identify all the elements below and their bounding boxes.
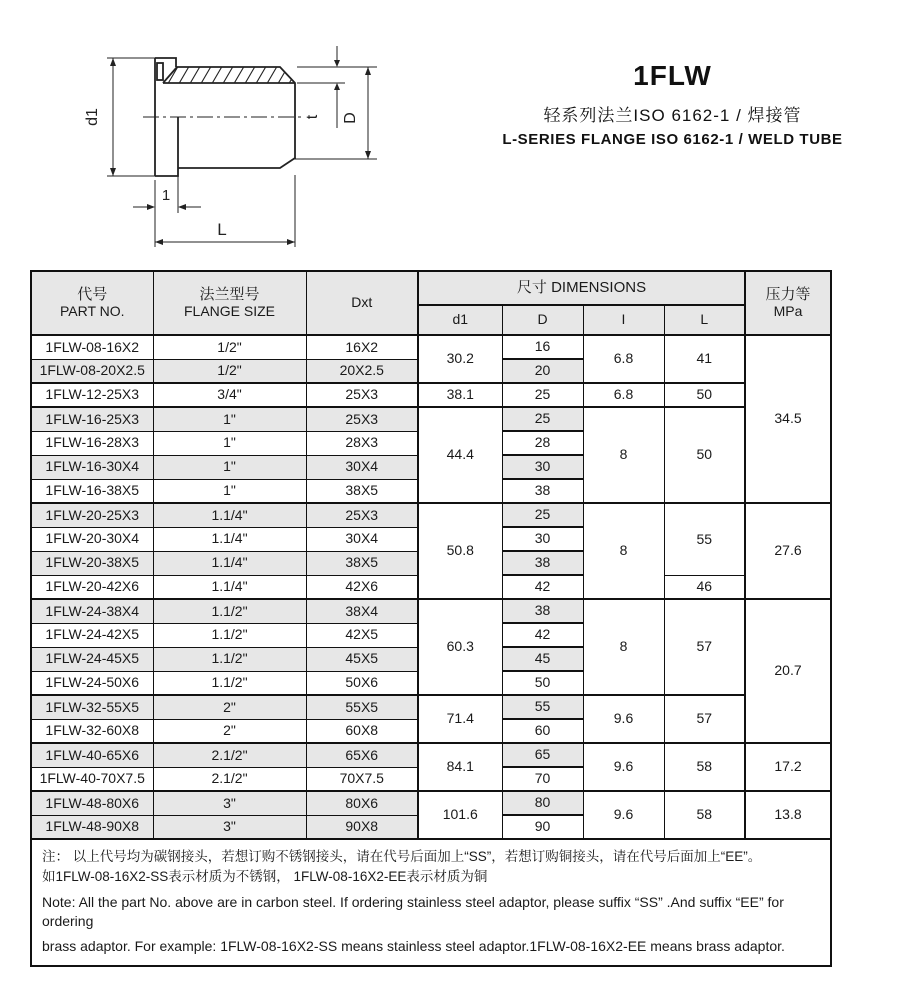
table-row [31,383,831,407]
header-part-en: PART NO. [59,302,125,319]
dim-I-cell: 9.6 [583,743,664,791]
dim-d1-cell: 101.6 [418,791,502,839]
dim-d1-cell: 44.4 [418,407,502,503]
part-no-cell: 1FLW-08-16X2 [31,335,153,359]
dim-L-cell: 41 [664,335,745,383]
flange-size-cell: 3" [153,791,306,815]
part-no-cell: 1FLW-32-55X5 [31,695,153,719]
header-part-no [31,271,153,335]
dxt-cell: 80X6 [306,791,418,815]
dim-D-cell: 25 [502,503,583,527]
header-pressure [745,271,831,335]
dxt-cell: 42X5 [306,623,418,647]
spec-table-body [31,335,831,839]
table-row [31,335,831,359]
table-row [31,599,831,623]
part-no-cell: 1FLW-16-25X3 [31,407,153,431]
dim-D-cell: 38 [502,599,583,623]
part-no-cell: 1FLW-08-20X2.5 [31,359,153,383]
dim-d1-cell: 30.2 [418,335,502,383]
dim-label-one: 1 [161,187,171,204]
dim-I-cell: 8 [583,599,664,695]
flange-size-cell: 1.1/4" [153,575,306,599]
flange-size-cell: 1.1/2" [153,647,306,671]
header-sub-L: L [664,305,745,335]
dim-D-cell: 45 [502,647,583,671]
dxt-cell: 70X7.5 [306,767,418,791]
flange-size-cell: 1.1/4" [153,503,306,527]
dim-D-cell: 42 [502,623,583,647]
oring-groove [157,63,163,80]
dim-I-cell: 8 [583,407,664,503]
part-no-cell: 1FLW-24-38X4 [31,599,153,623]
technical-drawing [55,25,395,265]
table-row [31,791,831,815]
dim-D-cell: 30 [502,455,583,479]
dxt-cell: 25X3 [306,503,418,527]
flange-size-cell: 3/4" [153,383,306,407]
dimension-D [293,67,377,159]
flange-size-cell: 1.1/2" [153,623,306,647]
header-sub-I: I [583,305,664,335]
dxt-cell: 38X5 [306,551,418,575]
dxt-cell: 50X6 [306,671,418,695]
flange-size-cell: 1.1/4" [153,527,306,551]
flange-size-cell: 1" [153,455,306,479]
header-dimensions [418,271,745,305]
note-english-2: brass adaptor. For example: 1FLW-08-16X2-SS means stainless steel adaptor.1FLW-08-16X2-EE means brass adaptor. [42,938,785,955]
dim-D-cell: 25 [502,407,583,431]
part-no-cell: 1FLW-32-60X8 [31,719,153,743]
dim-D-cell: 38 [502,479,583,503]
dim-d1-cell: 38.1 [418,383,502,407]
dim-L-cell: 58 [664,791,745,839]
dxt-cell: 38X4 [306,599,418,623]
pressure-cell: 17.2 [745,743,831,791]
dim-D-cell: 50 [502,671,583,695]
header-sub-D: D [502,305,583,335]
flange-size-cell: 2.1/2" [153,743,306,767]
pressure-cell: 27.6 [745,503,831,599]
dim-D-cell: 38 [502,551,583,575]
dimension-t [297,46,377,128]
dxt-cell: 16X2 [306,335,418,359]
notes-cell [31,839,831,966]
dimension-L [155,175,295,247]
dxt-cell: 28X3 [306,431,418,455]
flange-size-cell: 1.1/2" [153,599,306,623]
note-english-1: Note: All the part No. above are in carbon steel. If ordering stainless steel adaptor, please suffix “SS” .And suffix “EE” for ordering [42,893,784,930]
dim-D-cell: 42 [502,575,583,599]
flange-size-cell: 2" [153,719,306,743]
dim-D-cell: 55 [502,695,583,719]
dim-L-cell: 57 [664,599,745,695]
flange-size-cell: 1" [153,479,306,503]
dim-D-cell: 80 [502,791,583,815]
header-dxt-label: Dxt [351,294,373,311]
dim-I-cell: 8 [583,503,664,599]
dxt-cell: 90X8 [306,815,418,839]
header-part-cn: 代号 [77,286,108,304]
header-sub-d1: d1 [418,305,502,335]
part-no-cell: 1FLW-40-70X7.5 [31,767,153,791]
dxt-cell: 60X8 [306,719,418,743]
model-number: 1FLW [633,60,712,91]
table-row [31,743,831,767]
table-row [31,407,831,431]
flange-size-cell: 1.1/2" [153,671,306,695]
dim-label-t: t [304,114,321,120]
part-no-cell: 1FLW-12-25X3 [31,383,153,407]
part-no-cell: 1FLW-20-25X3 [31,503,153,527]
dim-D-cell: 20 [502,359,583,383]
dim-L-cell: 57 [664,695,745,743]
pressure-cell: 20.7 [745,599,831,743]
dim-label-D: D [342,112,359,124]
dim-label-L: L [217,220,227,239]
dim-L-cell: 50 [664,383,745,407]
subtitle-english: L-SERIES FLANGE ISO 6162-1 / WELD TUBE [502,131,843,148]
dxt-cell: 42X6 [306,575,418,599]
subtitle-chinese: 轻系列法兰ISO 6162-1 / 焊接管 [543,106,802,125]
header-pressure-cn: 压力等 [765,286,811,304]
dim-D-cell: 28 [502,431,583,455]
flange-size-cell: 3" [153,815,306,839]
header-pressure-en: MPa [773,302,803,319]
part-no-cell: 1FLW-24-42X5 [31,623,153,647]
title-block [460,60,885,148]
header-dims-label: 尺寸 DIMENSIONS [516,278,647,296]
table-row [31,503,831,527]
dim-d1-cell: 71.4 [418,695,502,743]
flange-size-cell: 1" [153,431,306,455]
dim-I-cell: 6.8 [583,335,664,383]
dim-I-cell: 9.6 [583,695,664,743]
pressure-cell: 34.5 [745,335,831,503]
dim-D-cell: 90 [502,815,583,839]
part-no-cell: 1FLW-16-38X5 [31,479,153,503]
part-no-cell: 1FLW-48-80X6 [31,791,153,815]
dxt-cell: 65X6 [306,743,418,767]
dxt-cell: 25X3 [306,407,418,431]
header-flange-en: FLANGE SIZE [183,302,276,319]
flange-size-cell: 1" [153,407,306,431]
dim-L-cell: 58 [664,743,745,791]
dxt-cell: 55X5 [306,695,418,719]
part-no-cell: 1FLW-48-90X8 [31,815,153,839]
notes-row [31,839,831,966]
dim-L-cell: 55 [664,503,745,575]
flange-size-cell: 2" [153,695,306,719]
flange-size-cell: 1.1/4" [153,551,306,575]
dxt-cell: 25X3 [306,383,418,407]
dim-d1-cell: 60.3 [418,599,502,695]
spec-table [30,270,832,967]
part-no-cell: 1FLW-20-30X4 [31,527,153,551]
dim-d1-cell: 50.8 [418,503,502,599]
flange-size-cell: 1/2" [153,359,306,383]
dim-d1-cell: 84.1 [418,743,502,791]
dim-D-cell: 16 [502,335,583,359]
dim-I-cell: 9.6 [583,791,664,839]
note-chinese-2: 如1FLW-08-16X2-SS表示材质为不锈钢， 1FLW-08-16X2-EE表示材质为铜 [42,869,488,885]
dim-I-cell: 6.8 [583,383,664,407]
dimension-one [133,176,201,247]
part-no-cell: 1FLW-20-42X6 [31,575,153,599]
dim-L-cell: 50 [664,407,745,503]
part-no-cell: 1FLW-16-30X4 [31,455,153,479]
part-no-cell: 1FLW-24-50X6 [31,671,153,695]
dxt-cell: 30X4 [306,527,418,551]
flange-size-cell: 2.1/2" [153,767,306,791]
header-dxt [306,271,418,335]
header-row-1 [31,271,831,305]
pressure-cell: 13.8 [745,791,831,839]
dim-D-cell: 30 [502,527,583,551]
part-no-cell: 1FLW-24-45X5 [31,647,153,671]
flange-size-cell: 1/2" [153,335,306,359]
dxt-cell: 20X2.5 [306,359,418,383]
dxt-cell: 45X5 [306,647,418,671]
dim-D-cell: 60 [502,719,583,743]
dxt-cell: 38X5 [306,479,418,503]
dim-label-d1: d1 [84,108,101,126]
part-no-cell: 1FLW-40-65X6 [31,743,153,767]
dim-D-cell: 25 [502,383,583,407]
dim-D-cell: 70 [502,767,583,791]
table-row [31,695,831,719]
header-flange-size [153,271,306,335]
dim-D-cell: 65 [502,743,583,767]
dim-L-cell: 46 [664,575,745,599]
header-flange-cn: 法兰型号 [199,286,260,304]
note-chinese-1: 注： 以上代号均为碳钢接头，若想订购不锈钢接头，请在代号后面加上“SS”，若想订购铜接头，请在代号后面加上“EE”。 [42,849,762,864]
part-no-cell: 1FLW-16-28X3 [31,431,153,455]
part-no-cell: 1FLW-20-38X5 [31,551,153,575]
dxt-cell: 30X4 [306,455,418,479]
